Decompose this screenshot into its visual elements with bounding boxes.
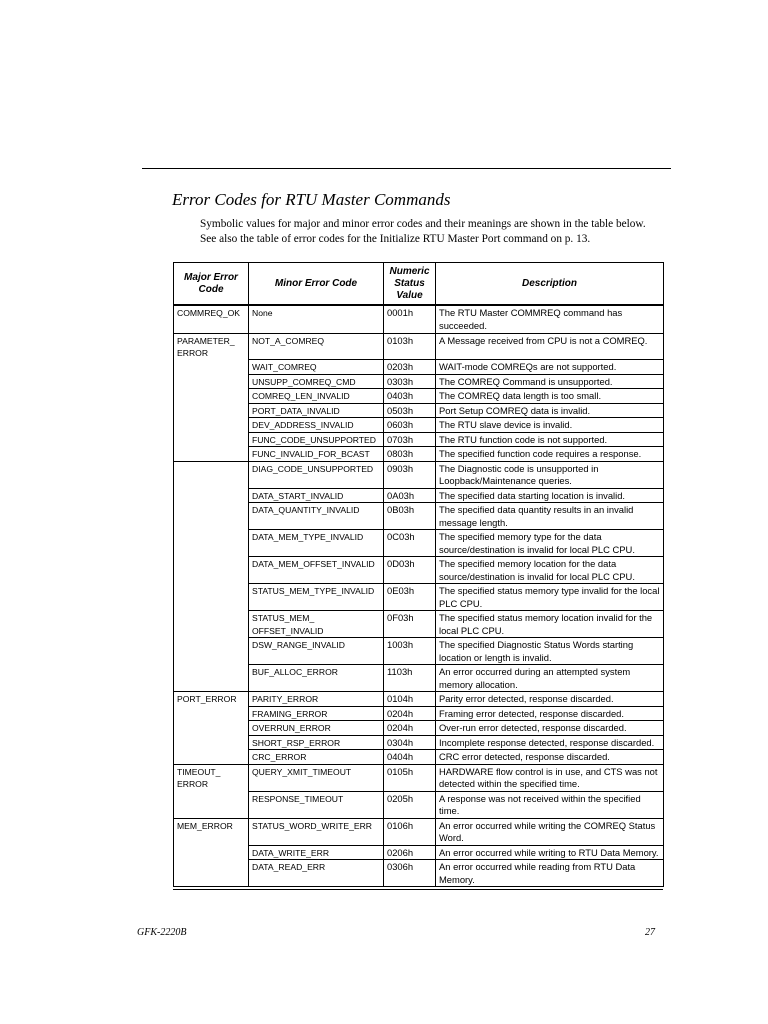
- major-code-cell: [174, 706, 249, 721]
- major-code-cell: [174, 403, 249, 418]
- description-cell: Framing error detected, response discarded.: [436, 706, 664, 721]
- status-value-cell: 0103h: [384, 333, 436, 360]
- status-value-cell: 1103h: [384, 665, 436, 692]
- description-cell: The specified memory location for the data source/destination is invalid for local PLC CPU.: [436, 557, 664, 584]
- minor-code-cell: FUNC_INVALID_FOR_BCAST: [249, 447, 384, 462]
- table-row: [174, 447, 664, 462]
- major-code-cell: [174, 418, 249, 433]
- header-major: Major Error Code: [174, 263, 249, 306]
- major-code-cell: PARAMETER_ ERROR: [174, 333, 249, 360]
- status-value-cell: 0903h: [384, 461, 436, 488]
- table-row: [174, 638, 664, 665]
- status-value-cell: 0703h: [384, 432, 436, 447]
- table-row: [174, 305, 664, 333]
- table-row: [174, 389, 664, 404]
- description-cell: The specified status memory type invalid for the local PLC CPU.: [436, 584, 664, 611]
- description-cell: The specified memory type for the data source/destination is invalid for local PLC CPU.: [436, 530, 664, 557]
- description-cell: The COMREQ data length is too small.: [436, 389, 664, 404]
- status-value-cell: 0104h: [384, 692, 436, 707]
- status-value-cell: 0803h: [384, 447, 436, 462]
- description-cell: The specified data quantity results in an invalid message length.: [436, 503, 664, 530]
- table-row: [174, 750, 664, 765]
- status-value-cell: 0206h: [384, 845, 436, 860]
- major-code-cell: [174, 557, 249, 584]
- status-value-cell: 0306h: [384, 860, 436, 887]
- major-code-cell: [174, 791, 249, 818]
- status-value-cell: 0F03h: [384, 611, 436, 638]
- table-row: [174, 584, 664, 611]
- description-cell: HARDWARE flow control is in use, and CTS was not detected within the specified time.: [436, 764, 664, 791]
- major-code-cell: [174, 735, 249, 750]
- table-row: [174, 845, 664, 860]
- major-code-cell: [174, 461, 249, 488]
- status-value-cell: 0B03h: [384, 503, 436, 530]
- major-code-cell: TIMEOUT_ ERROR: [174, 764, 249, 791]
- major-code-cell: [174, 611, 249, 638]
- major-code-cell: MEM_ERROR: [174, 818, 249, 845]
- description-cell: An error occurred during an attempted system memory allocation.: [436, 665, 664, 692]
- description-cell: CRC error detected, response discarded.: [436, 750, 664, 765]
- status-value-cell: 0E03h: [384, 584, 436, 611]
- header-description: Description: [436, 263, 664, 306]
- table-row: [174, 665, 664, 692]
- minor-code-cell: PARITY_ERROR: [249, 692, 384, 707]
- description-cell: A Message received from CPU is not a COMREQ.: [436, 333, 664, 360]
- table-row: [174, 503, 664, 530]
- description-cell: The COMREQ Command is unsupported.: [436, 374, 664, 389]
- description-cell: WAIT-mode COMREQs are not supported.: [436, 360, 664, 375]
- major-code-cell: [174, 860, 249, 887]
- minor-code-cell: STATUS_WORD_WRITE_ERR: [249, 818, 384, 845]
- header-minor: Minor Error Code: [249, 263, 384, 306]
- table-row: [174, 721, 664, 736]
- minor-code-cell: DATA_START_INVALID: [249, 488, 384, 503]
- minor-code-cell: DATA_MEM_TYPE_INVALID: [249, 530, 384, 557]
- minor-code-cell: BUF_ALLOC_ERROR: [249, 665, 384, 692]
- major-code-cell: [174, 503, 249, 530]
- minor-code-cell: PORT_DATA_INVALID: [249, 403, 384, 418]
- minor-code-cell: STATUS_MEM_ OFFSET_INVALID: [249, 611, 384, 638]
- major-code-cell: [174, 389, 249, 404]
- footer-doc-id: GFK-2220B: [137, 927, 187, 938]
- status-value-cell: 0105h: [384, 764, 436, 791]
- description-cell: Parity error detected, response discarded.: [436, 692, 664, 707]
- minor-code-cell: DATA_READ_ERR: [249, 860, 384, 887]
- major-code-cell: [174, 530, 249, 557]
- major-code-cell: [174, 750, 249, 765]
- minor-code-cell: DEV_ADDRESS_INVALID: [249, 418, 384, 433]
- major-code-cell: [174, 374, 249, 389]
- status-value-cell: 0503h: [384, 403, 436, 418]
- minor-code-cell: RESPONSE_TIMEOUT: [249, 791, 384, 818]
- minor-code-cell: DSW_RANGE_INVALID: [249, 638, 384, 665]
- status-value-cell: 0603h: [384, 418, 436, 433]
- status-value-cell: 0303h: [384, 374, 436, 389]
- table-row: [174, 530, 664, 557]
- description-cell: The specified data starting location is invalid.: [436, 488, 664, 503]
- table-header-row: [174, 263, 664, 306]
- description-cell: The specified function code requires a response.: [436, 447, 664, 462]
- description-cell: The RTU function code is not supported.: [436, 432, 664, 447]
- description-cell: The RTU Master COMMREQ command has succeeded.: [436, 305, 664, 333]
- error-codes-table: [173, 262, 664, 887]
- minor-code-cell: DIAG_CODE_UNSUPPORTED: [249, 461, 384, 488]
- major-code-cell: [174, 665, 249, 692]
- major-code-cell: [174, 721, 249, 736]
- description-cell: The RTU slave device is invalid.: [436, 418, 664, 433]
- minor-code-cell: DATA_WRITE_ERR: [249, 845, 384, 860]
- table-row: [174, 360, 664, 375]
- table-row: [174, 791, 664, 818]
- table-row: [174, 692, 664, 707]
- status-value-cell: 0403h: [384, 389, 436, 404]
- table-row: [174, 461, 664, 488]
- intro-paragraph: Symbolic values for major and minor error codes and their meanings are shown in the table below. See also the table of error codes for the Initialize RTU Master Port command on p. 13.: [200, 218, 646, 245]
- status-value-cell: 0106h: [384, 818, 436, 845]
- minor-code-cell: CRC_ERROR: [249, 750, 384, 765]
- major-code-cell: PORT_ERROR: [174, 692, 249, 707]
- major-code-cell: [174, 584, 249, 611]
- description-cell: Over-run error detected, response discarded.: [436, 721, 664, 736]
- major-code-cell: COMMREQ_OK: [174, 305, 249, 333]
- table-row: [174, 488, 664, 503]
- status-value-cell: 0D03h: [384, 557, 436, 584]
- description-cell: Incomplete response detected, response discarded.: [436, 735, 664, 750]
- minor-code-cell: STATUS_MEM_TYPE_INVALID: [249, 584, 384, 611]
- minor-code-cell: QUERY_XMIT_TIMEOUT: [249, 764, 384, 791]
- major-code-cell: [174, 488, 249, 503]
- status-value-cell: 0204h: [384, 706, 436, 721]
- table-row: [174, 418, 664, 433]
- minor-code-cell: WAIT_COMREQ: [249, 360, 384, 375]
- major-code-cell: [174, 845, 249, 860]
- minor-code-cell: UNSUPP_COMREQ_CMD: [249, 374, 384, 389]
- major-code-cell: [174, 447, 249, 462]
- minor-code-cell: FRAMING_ERROR: [249, 706, 384, 721]
- table-row: [174, 432, 664, 447]
- minor-code-cell: SHORT_RSP_ERROR: [249, 735, 384, 750]
- status-value-cell: 0C03h: [384, 530, 436, 557]
- minor-code-cell: None: [249, 305, 384, 333]
- status-value-cell: 0404h: [384, 750, 436, 765]
- status-value-cell: 0205h: [384, 791, 436, 818]
- minor-code-cell: DATA_MEM_OFFSET_INVALID: [249, 557, 384, 584]
- description-cell: The Diagnostic code is unsupported in Loopback/Maintenance queries.: [436, 461, 664, 488]
- status-value-cell: 0203h: [384, 360, 436, 375]
- description-cell: A response was not received within the specified time.: [436, 791, 664, 818]
- table-row: [174, 333, 664, 360]
- status-value-cell: 1003h: [384, 638, 436, 665]
- table-row: [174, 764, 664, 791]
- description-cell: An error occurred while writing the COMREQ Status Word.: [436, 818, 664, 845]
- table-row: [174, 557, 664, 584]
- minor-code-cell: DATA_QUANTITY_INVALID: [249, 503, 384, 530]
- status-value-cell: 0304h: [384, 735, 436, 750]
- description-cell: The specified status memory location invalid for the local PLC CPU.: [436, 611, 664, 638]
- table-row: [174, 860, 664, 887]
- header-numeric: Numeric Status Value: [384, 263, 436, 306]
- minor-code-cell: NOT_A_COMREQ: [249, 333, 384, 360]
- minor-code-cell: COMREQ_LEN_INVALID: [249, 389, 384, 404]
- status-value-cell: 0A03h: [384, 488, 436, 503]
- description-cell: An error occurred while reading from RTU Data Memory.: [436, 860, 664, 887]
- status-value-cell: 0204h: [384, 721, 436, 736]
- table-row: [174, 403, 664, 418]
- minor-code-cell: OVERRUN_ERROR: [249, 721, 384, 736]
- description-cell: Port Setup COMREQ data is invalid.: [436, 403, 664, 418]
- table-row: [174, 735, 664, 750]
- description-cell: The specified Diagnostic Status Words starting location or length is invalid.: [436, 638, 664, 665]
- table-row: [174, 611, 664, 638]
- minor-code-cell: FUNC_CODE_UNSUPPORTED: [249, 432, 384, 447]
- table-row: [174, 706, 664, 721]
- table-row: [174, 374, 664, 389]
- header-rule: [142, 168, 671, 169]
- major-code-cell: [174, 360, 249, 375]
- status-value-cell: 0001h: [384, 305, 436, 333]
- major-code-cell: [174, 432, 249, 447]
- description-cell: An error occurred while writing to RTU Data Memory.: [436, 845, 664, 860]
- section-title: Error Codes for RTU Master Commands: [172, 190, 451, 209]
- footer-page-number: 27: [645, 927, 655, 938]
- table-row: [174, 818, 664, 845]
- table-bottom-rule: [173, 889, 663, 890]
- major-code-cell: [174, 638, 249, 665]
